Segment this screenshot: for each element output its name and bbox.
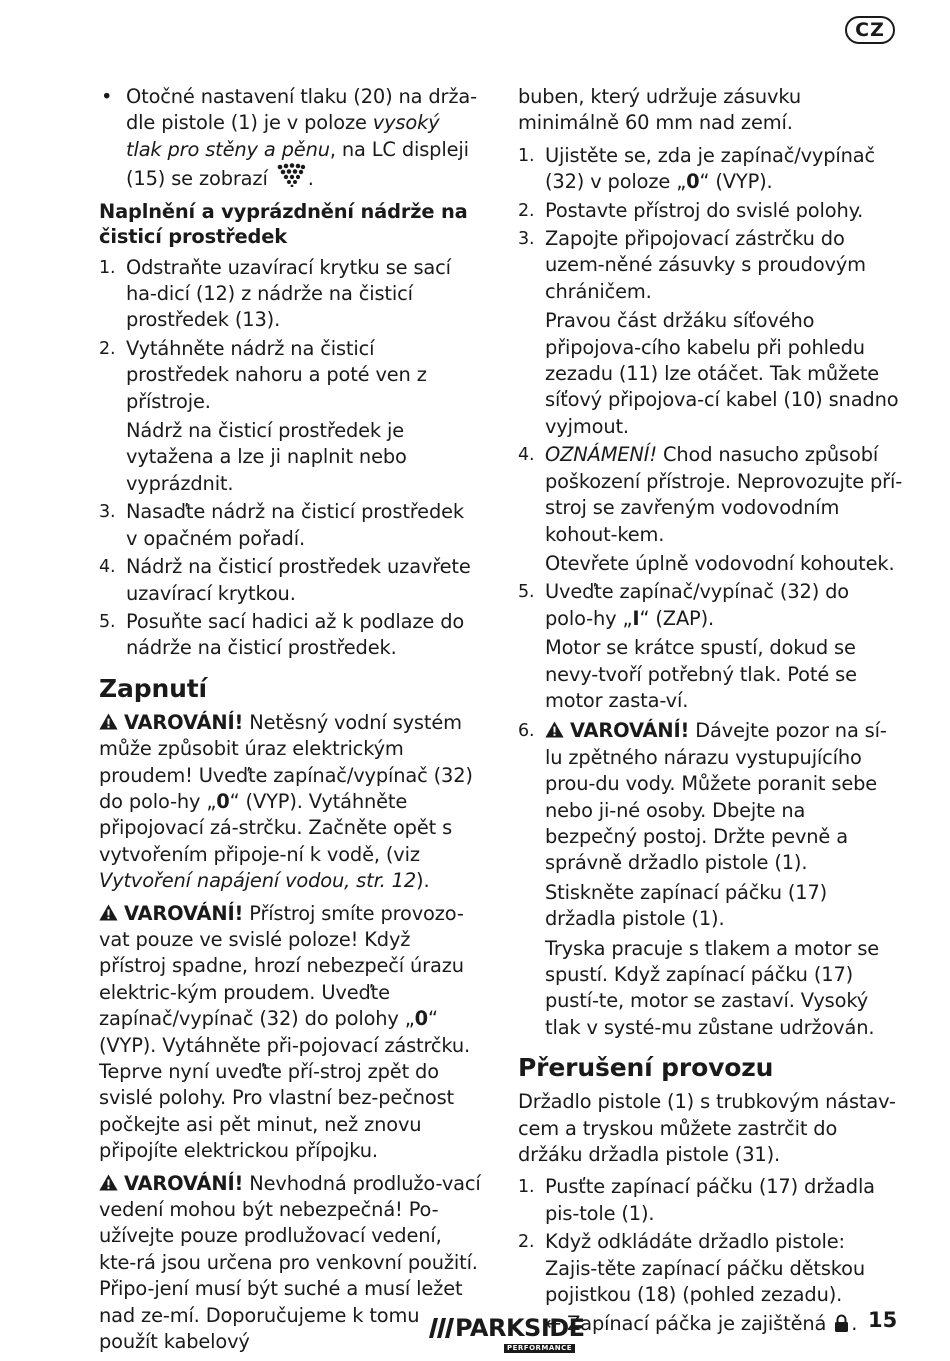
section-heading-fill: Naplnění a vyprázdnění nádrže na čisticí prostředek	[99, 199, 468, 248]
page-number: 15	[868, 1308, 898, 1332]
list-item	[99, 554, 481, 607]
result-text: ← Zapínací páčka je zajištěná	[545, 1312, 827, 1336]
list-item	[518, 226, 903, 440]
list-text: “ (ZAP).	[639, 606, 715, 630]
bullet-mark: •	[101, 85, 113, 108]
warning-paragraph	[99, 710, 481, 895]
result-end: .	[851, 1312, 858, 1336]
list-text: Odstraňte uzavírací krytku se sací ha-dicí (12) z nádrže na čisticí prostředek (13).	[126, 255, 451, 332]
bullet-end: .	[307, 167, 314, 191]
list-item	[518, 1174, 903, 1227]
list-number: 4.	[99, 557, 116, 578]
list-text: Pusťte zapínací páčku (17) držadla pis-tole (1).	[545, 1175, 875, 1225]
warning-icon	[545, 721, 564, 738]
warning-icon	[99, 904, 118, 921]
bullet-item	[99, 84, 481, 193]
cross-reference: Vytvoření napájení vodou, str. 12	[99, 869, 417, 893]
list-text: Postavte přístroj do svislé polohy.	[545, 198, 864, 222]
list-text: Uveďte zapínač/vypínač (32) do polo-hy „	[545, 580, 850, 630]
list-item	[518, 143, 903, 196]
list-number: 3.	[518, 229, 535, 250]
bullet-text-b: , na LC displeji (15) se zobrazí	[126, 137, 469, 191]
list-subtext	[545, 1311, 903, 1337]
list-subtext: Stiskněte zapínací páčku (17) držadla pistole (1).	[545, 880, 828, 931]
warning-text: Přístroj smíte provozo-vat pouze ve svislé poloze! Když přístroj spadne, hrozí nebezpečí úrazu elektric-kým proudem. Uveďte zapínač/vypínač (32) do polohy „	[99, 901, 464, 1031]
list-item	[99, 255, 481, 334]
list-subtext: Tryska pracuje s tlakem a motor se spustí. Když zapínací páčku (17) pustí-te, motor se zastaví. Vysoký tlak v systé-mu zůstane udržován.	[545, 936, 880, 1039]
warning-label: VAROVÁNÍ!	[124, 710, 244, 734]
list-subtext: Nádrž na čisticí prostředek je vytažena a lze ji naplnit nebo vyprázdnit.	[126, 419, 407, 495]
list-text: “ (VYP).	[699, 170, 773, 194]
list-number: 1.	[518, 1177, 535, 1198]
list-item	[518, 579, 903, 714]
switch-on-steps-list	[518, 143, 903, 1041]
logo-wordmark: PARKSIDE	[455, 1314, 585, 1342]
list-text: Ujistěte se, zda je zapínač/vypínač (32) v poloze „	[545, 143, 876, 194]
list-number: 2.	[99, 338, 116, 359]
list-subtext: Otevřete úplně vodovodní kohoutek.	[545, 551, 895, 575]
list-subtext: Pravou část držáku síťového připojova-cího kabelu při pohledu zezadu (11) lze otáčet. Tak můžete síťový připojova-cí kabel (10) snadno vyjmout.	[545, 309, 899, 438]
warning-text: “ (VYP). Vytáhněte při-pojovací zástrčku. Teprve nyní uveďte pří-stroj zpět do svislé polohy. Pro vlastní bez-pečnost počkejte asi pět minut, než znovu připojíte elektrickou přípojku.	[99, 1007, 471, 1163]
section-heading-on: Zapnutí	[99, 673, 207, 703]
list-item	[99, 499, 481, 552]
list-number: 2.	[518, 1232, 535, 1253]
list-number: 1.	[99, 257, 116, 278]
list-text: Chod nasucho způsobí poškození přístroje. Neprovozujte pří-stroj se zavřeným vodovodním kohout-kem.	[545, 443, 903, 546]
switch-position-off: 0	[216, 789, 230, 813]
right-column	[518, 84, 903, 1340]
warning-label: VAROVÁNÍ!	[124, 901, 244, 925]
warning-paragraph	[99, 901, 481, 1165]
logo-subtitle: PERFORMANCE	[504, 1344, 575, 1353]
switch-position-off: 0	[686, 170, 700, 194]
list-item	[99, 609, 481, 662]
fill-steps-list	[99, 255, 481, 662]
warning-text: ).	[416, 869, 430, 893]
switch-position-on: I	[632, 606, 640, 630]
list-number: 5.	[99, 611, 116, 632]
parkside-logo	[428, 1314, 586, 1354]
warning-paragraph	[99, 1171, 481, 1356]
warning-text: Nevhodná prodlužo-vací vedení mohou být nebezpečná! Po-užívejte pouze prodlužovací vedení, kte-rá jsou určena pro venkovní použití. Připo-jení musí být suché a musí ležet nad ze-mí. Doporučujeme k tomu použít kabelový	[99, 1171, 481, 1354]
warning-text: Netěsný vodní systém může způsobit úraz elektrickým proudem! Uveďte zapínač/vypínač (32) do polo-hy „	[99, 710, 473, 813]
switch-position-off: 0	[414, 1007, 429, 1031]
lock-icon	[834, 1314, 849, 1332]
list-number: 1.	[518, 145, 535, 166]
list-text: Posuňte sací hadici až k podlaze do nádrže na čisticí prostředek.	[126, 609, 465, 660]
list-text: Nasaďte nádrž na čisticí prostředek v opačném pořadí.	[126, 500, 464, 550]
bullet-text: Otočné nastavení tlaku (20) na drža-dle pistole (1) je v poloze	[126, 85, 477, 135]
list-text: Zapojte připojovací zástrčku do uzem-něné zásuvky s proudovým chráničem.	[545, 227, 866, 303]
list-number: 3.	[99, 502, 116, 523]
list-number: 5.	[518, 582, 535, 603]
continued-paragraph: buben, který udržuje zásuvku minimálně 60 mm nad zemí.	[518, 85, 801, 135]
list-number: 6.	[518, 721, 535, 742]
warning-icon	[99, 1174, 118, 1191]
list-number: 4.	[518, 445, 535, 466]
language-badge: CZ	[845, 16, 895, 44]
list-text: Když odkládáte držadlo pistole: Zajis-těte zapínací páčku dětskou pojistkou (18) (pohled zezadu).	[545, 1230, 866, 1307]
list-item	[518, 198, 903, 224]
list-item	[518, 718, 903, 1041]
list-text: Vytáhněte nádrž na čisticí prostředek nahoru a poté ven z přístroje.	[126, 336, 427, 413]
left-column	[99, 84, 481, 1361]
warning-label: VAROVÁNÍ!	[570, 719, 690, 743]
warning-text: “ (VYP). Vytáhněte připojovací zá-strčku. Začněte opět s vytvořením připoje-ní k vodě, (viz	[99, 789, 453, 866]
logo-slashes-icon	[428, 1316, 456, 1340]
list-item	[518, 442, 903, 577]
section-heading-pause: Přerušení provozu	[518, 1053, 774, 1083]
list-text: Dávejte pozor na sí-lu zpětného nárazu vystupujícího prou-du vody. Můžete poranit sebe nebo ji-né osoby. Dbejte na bezpečný postoj. Držte pevně a správně držadlo pistole (1).	[545, 719, 887, 875]
list-number: 2.	[518, 200, 535, 221]
foam-spray-icon	[276, 163, 306, 187]
notice-label: OZNÁMENÍ!	[545, 443, 657, 467]
warning-icon	[99, 713, 118, 730]
list-item	[99, 336, 481, 497]
section-intro: Držadlo pistole (1) s trubkovým nástav-cem a tryskou můžete zastrčit do držáku držadla pistole (31).	[518, 1090, 896, 1167]
list-text: Nádrž na čisticí prostředek uzavřete uzavírací krytkou.	[126, 555, 471, 605]
bullet-italic: vysoký tlak pro stěny a pěnu	[126, 111, 440, 161]
list-subtext: Motor se krátce spustí, dokud se nevy-tvoří potřebný tlak. Poté se motor zasta-ví.	[545, 636, 857, 712]
warning-label: VAROVÁNÍ!	[124, 1171, 244, 1195]
